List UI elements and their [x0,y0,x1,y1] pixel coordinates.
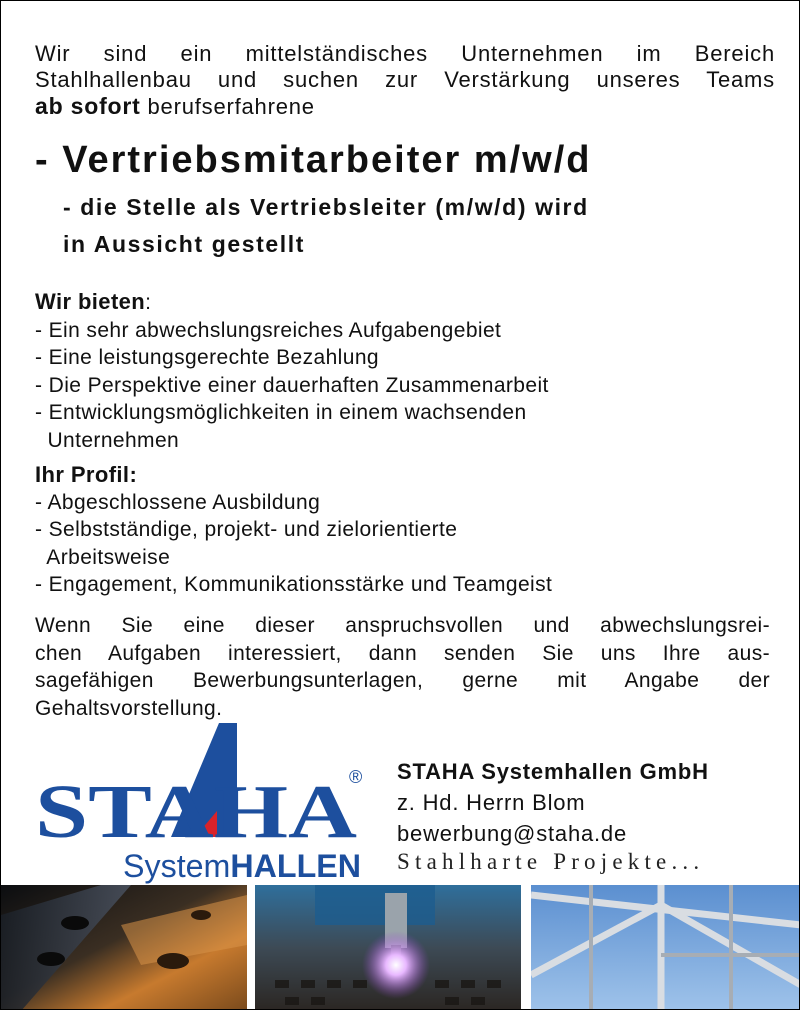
profile-item: - Abgeschlossene Ausbildung [35,490,321,514]
job-title: - Vertriebsmitarbeiter m/w/d [35,139,592,181]
closing-paragraph [35,612,770,722]
start-date-emphasis: ab sofort [35,93,141,119]
photo-strip [1,885,800,1010]
profile-item: Arbeitsweise [35,545,171,569]
intro-line-2: Stahlhallenbau und suchen zur Verstärkung unseres Teams [35,67,775,92]
company-name: STAHA Systemhallen GmbH [397,759,709,784]
closing-line: Wenn Sie eine dieser anspruchsvollen und abwechslungsrei- [35,614,770,637]
intro-line-1: Wir sind ein mittelständisches Unternehmen im Bereich [35,41,775,66]
offer-item: - Ein sehr abwechslungsreiches Aufgabengebiet [35,318,502,342]
offer-item: - Entwicklungsmöglichkeiten in einem wachsenden [35,401,527,425]
closing-line: sagefähigen Bewerbungsunterlagen, gerne mit Angabe der [35,669,770,692]
logo-tagline [123,848,361,884]
job-subtitle [63,189,773,263]
profile-heading: Ihr Profil: [35,462,138,487]
contact-person: z. Hd. Herrn Blom [397,790,586,815]
slogan: Stahlharte Projekte... [397,849,705,874]
logo-tagline-hallen: HALLEN [230,848,361,884]
offer-heading-row [35,288,775,317]
job-subtitle-line-1: - die Stelle als Vertriebsleiter (m/w/d) wird [63,194,589,220]
closing-line: chen Aufgaben interessiert, dann senden Sie uns Ihre aus- [35,641,770,665]
logo-registered-mark: ® [349,767,363,787]
steel-beam-photo-icon [1,885,247,1010]
logo-tagline-system: System [123,848,230,884]
profile-item: - Engagement, Kommunikationsstärke und Teamgeist [35,573,553,597]
offer-section [35,288,775,455]
intro-line-3 [35,93,775,120]
offer-item: - Die Perspektive einer dauerhaften Zusammenarbeit [35,373,549,397]
contact-block [397,756,792,849]
staha-logo [31,721,371,886]
profile-item: - Selbstständige, projekt- und zielorientierte [35,518,458,542]
offer-heading: Wir bieten [35,289,146,314]
plasma-cutting-photo-icon [255,885,521,1010]
offer-heading-colon: : [145,291,152,314]
offer-item: - Eine leistungsgerechte Bezahlung [35,346,379,370]
closing-line: Gehaltsvorstellung. [35,696,223,720]
logo-brand-text: STAHA [35,770,358,854]
profile-section [35,461,775,599]
job-subtitle-line-2: in Aussicht gestellt [63,231,306,257]
offer-item: Unternehmen [35,428,180,452]
intro-text [35,41,775,120]
contact-email[interactable]: bewerbung@staha.de [397,821,627,846]
steel-frame-photo-icon [531,885,800,1010]
intro-line-3-rest: berufserfahrene [140,94,315,119]
